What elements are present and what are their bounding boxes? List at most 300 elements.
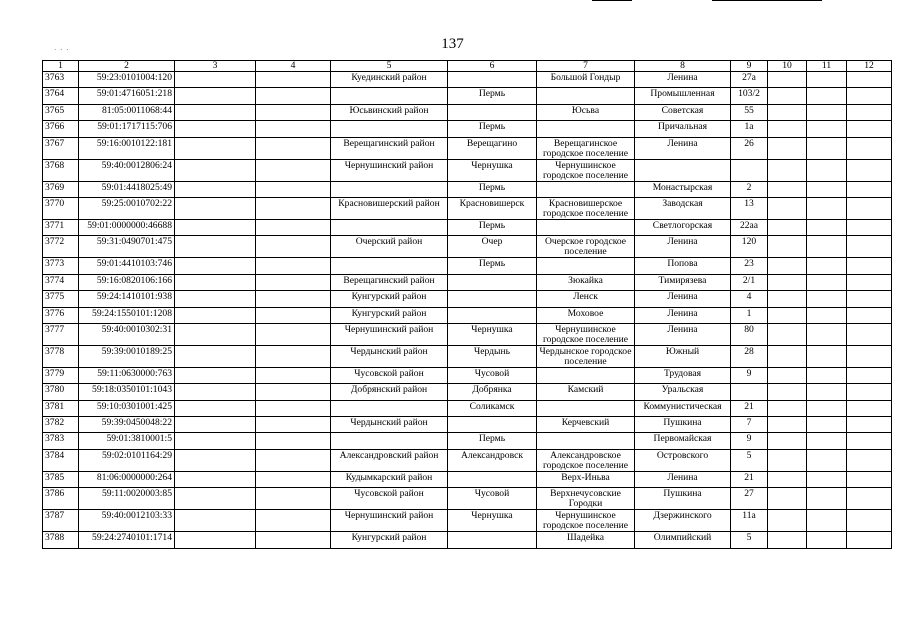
table-cell: [768, 345, 807, 367]
table-row: [43, 488, 892, 510]
table-cell: [807, 532, 847, 548]
table-cell: 3767: [43, 137, 79, 159]
table-cell: Пушкина: [635, 488, 731, 510]
table-cell: [537, 121, 635, 137]
table-cell: [807, 121, 847, 137]
table-cell: [847, 291, 892, 307]
table-cell: [807, 417, 847, 433]
table-cell: Чернушка: [448, 159, 537, 181]
table-cell: [256, 72, 331, 88]
table-cell: [175, 367, 256, 383]
table-cell: [731, 159, 768, 181]
table-cell: 27а: [731, 72, 768, 88]
table-cell: [768, 367, 807, 383]
table-cell: Чердынский район: [331, 417, 448, 433]
table-cell: [768, 417, 807, 433]
table-cell: [175, 449, 256, 471]
table-cell: [768, 258, 807, 274]
table-cell: Олимпийский: [635, 532, 731, 548]
table-cell: [256, 258, 331, 274]
table-cell: Чусовской район: [331, 488, 448, 510]
table-cell: [847, 510, 892, 532]
table-cell: 1: [731, 307, 768, 323]
table-cell: [768, 433, 807, 449]
table-cell: Коммунистическая: [635, 400, 731, 416]
table-row: [43, 400, 892, 416]
table-cell: [847, 384, 892, 400]
table-cell: 59:39:0450048:22: [79, 417, 175, 433]
table-cell: [807, 323, 847, 345]
table-cell: 3780: [43, 384, 79, 400]
table-cell: 3782: [43, 417, 79, 433]
table-cell: [448, 274, 537, 290]
table-row: [43, 236, 892, 258]
table-cell: [768, 72, 807, 88]
table-cell: [807, 291, 847, 307]
table-cell: [175, 104, 256, 120]
table-cell: [448, 307, 537, 323]
table-cell: [256, 219, 331, 235]
table-cell: 22аа: [731, 219, 768, 235]
table-cell: [847, 72, 892, 88]
page-number: 137: [441, 36, 464, 52]
table-cell: [768, 400, 807, 416]
column-header: 8: [635, 61, 731, 72]
table-cell: [175, 181, 256, 197]
table-cell: 3785: [43, 471, 79, 487]
table-cell: [175, 159, 256, 181]
table-cell: [807, 384, 847, 400]
table-cell: [175, 471, 256, 487]
table-cell: 3771: [43, 219, 79, 235]
table-cell: 3787: [43, 510, 79, 532]
table-row: [43, 104, 892, 120]
table-cell: [847, 488, 892, 510]
table-cell: 81:05:0011068:44: [79, 104, 175, 120]
table-cell: Соликамск: [448, 400, 537, 416]
table-cell: [537, 181, 635, 197]
table-cell: 2: [731, 181, 768, 197]
table-cell: Дзержинского: [635, 510, 731, 532]
table-cell: Заводская: [635, 197, 731, 219]
table-row: [43, 307, 892, 323]
table-cell: [768, 274, 807, 290]
table-cell: Верещагинский район: [331, 137, 448, 159]
table-cell: [847, 181, 892, 197]
table-cell: 3769: [43, 181, 79, 197]
table-cell: 59:31:0490701:475: [79, 236, 175, 258]
table-cell: 3779: [43, 367, 79, 383]
table-cell: Зюкайка: [537, 274, 635, 290]
table-cell: Ленина: [635, 471, 731, 487]
register-table: [42, 60, 892, 549]
table-cell: 59:01:1717115:706: [79, 121, 175, 137]
table-cell: Чернушинский район: [331, 510, 448, 532]
table-cell: 59:24:1550101:1208: [79, 307, 175, 323]
table-cell: Ленина: [635, 307, 731, 323]
table-cell: [175, 417, 256, 433]
table-cell: [768, 291, 807, 307]
table-cell: Юсьва: [537, 104, 635, 120]
table-cell: Добрянский район: [331, 384, 448, 400]
table-cell: [847, 471, 892, 487]
table-row: [43, 258, 892, 274]
table-row: [43, 323, 892, 345]
table-cell: 3764: [43, 88, 79, 104]
table-cell: [768, 384, 807, 400]
table-cell: Красновишерский район: [331, 197, 448, 219]
table-cell: [807, 510, 847, 532]
column-header: 3: [175, 61, 256, 72]
table-cell: [331, 433, 448, 449]
table-cell: [175, 274, 256, 290]
table-cell: Чернушинское городское поселение: [537, 323, 635, 345]
table-cell: Верещагино: [448, 137, 537, 159]
table-cell: [847, 367, 892, 383]
table-cell: Камский: [537, 384, 635, 400]
table-cell: 5: [731, 532, 768, 548]
table-cell: [537, 433, 635, 449]
table-row: [43, 88, 892, 104]
table-cell: [256, 488, 331, 510]
table-cell: Красновишерск: [448, 197, 537, 219]
table-cell: Первомайская: [635, 433, 731, 449]
table-cell: [635, 159, 731, 181]
table-cell: [768, 104, 807, 120]
table-cell: [448, 72, 537, 88]
table-cell: [537, 258, 635, 274]
table-row: [43, 291, 892, 307]
table-cell: [175, 323, 256, 345]
table-cell: [256, 345, 331, 367]
table-cell: [537, 219, 635, 235]
table-row: [43, 471, 892, 487]
table-cell: Чусовой: [448, 488, 537, 510]
table-cell: 59:11:0020003:85: [79, 488, 175, 510]
table-row: [43, 121, 892, 137]
table-row: [43, 274, 892, 290]
table-cell: [807, 258, 847, 274]
table-cell: Ленск: [537, 291, 635, 307]
table-cell: [175, 384, 256, 400]
table-cell: 59:11:0630000:763: [79, 367, 175, 383]
table-cell: Советская: [635, 104, 731, 120]
table-cell: Светлогорская: [635, 219, 731, 235]
table-cell: [256, 181, 331, 197]
table-cell: Кудымкарский район: [331, 471, 448, 487]
table-cell: [256, 137, 331, 159]
table-cell: [175, 433, 256, 449]
table-cell: Чернушинское городское поселение: [537, 159, 635, 181]
table-cell: 3770: [43, 197, 79, 219]
table-cell: [807, 181, 847, 197]
table-row: [43, 159, 892, 181]
table-cell: Верх-Иньва: [537, 471, 635, 487]
table-row: [43, 449, 892, 471]
table-cell: [807, 400, 847, 416]
table-cell: [175, 121, 256, 137]
table-cell: [847, 104, 892, 120]
column-header: 7: [537, 61, 635, 72]
table-cell: 3778: [43, 345, 79, 367]
table-cell: Красновишерское городское поселение: [537, 197, 635, 219]
table-cell: [847, 88, 892, 104]
table-cell: [807, 88, 847, 104]
top-edge-line-left: [592, 0, 632, 1]
table-cell: [847, 400, 892, 416]
table-cell: Добрянка: [448, 384, 537, 400]
table-cell: Южный: [635, 345, 731, 367]
table-cell: [768, 181, 807, 197]
table-cell: 59:01:4716051:218: [79, 88, 175, 104]
table-cell: [768, 159, 807, 181]
table-cell: Причальная: [635, 121, 731, 137]
table-cell: [256, 323, 331, 345]
table-cell: [768, 219, 807, 235]
column-header: 11: [807, 61, 847, 72]
table-cell: [807, 488, 847, 510]
table-cell: Ленина: [635, 291, 731, 307]
table-cell: [256, 236, 331, 258]
table-row: [43, 433, 892, 449]
table-cell: [807, 345, 847, 367]
table-cell: Ленина: [635, 72, 731, 88]
table-cell: [807, 236, 847, 258]
table-cell: Моховое: [537, 307, 635, 323]
table-cell: [331, 181, 448, 197]
table-cell: [537, 367, 635, 383]
table-cell: 3766: [43, 121, 79, 137]
table-cell: [847, 307, 892, 323]
table-cell: [256, 104, 331, 120]
table-cell: 21: [731, 400, 768, 416]
table-cell: [847, 417, 892, 433]
table-cell: 3772: [43, 236, 79, 258]
table-cell: 3768: [43, 159, 79, 181]
table-cell: [448, 291, 537, 307]
table-cell: 28: [731, 345, 768, 367]
table-cell: [768, 137, 807, 159]
table-cell: Александровское городское поселение: [537, 449, 635, 471]
table-cell: 103/2: [731, 88, 768, 104]
table-cell: [256, 291, 331, 307]
table-cell: [847, 121, 892, 137]
column-header: 4: [256, 61, 331, 72]
table-cell: [847, 137, 892, 159]
table-cell: [256, 400, 331, 416]
table-cell: [807, 159, 847, 181]
table-cell: [807, 274, 847, 290]
table-cell: 3763: [43, 72, 79, 88]
table-cell: Кунгурский район: [331, 307, 448, 323]
table-cell: 3775: [43, 291, 79, 307]
header-row: [43, 61, 892, 72]
table-cell: 59:01:4410103:746: [79, 258, 175, 274]
table-cell: Тимирязева: [635, 274, 731, 290]
table-cell: [448, 417, 537, 433]
table-cell: [768, 88, 807, 104]
table-cell: 120: [731, 236, 768, 258]
table-cell: Верхнечусовские Городки: [537, 488, 635, 510]
table-cell: [448, 532, 537, 548]
table-cell: [537, 400, 635, 416]
table-row: [43, 181, 892, 197]
table-cell: [175, 291, 256, 307]
table-cell: Ленина: [635, 236, 731, 258]
table-cell: Куединский район: [331, 72, 448, 88]
table-cell: Ленина: [635, 137, 731, 159]
table-cell: [256, 510, 331, 532]
table-cell: Островского: [635, 449, 731, 471]
table-cell: [768, 307, 807, 323]
table-cell: 3783: [43, 433, 79, 449]
table-cell: [807, 307, 847, 323]
table-cell: [256, 121, 331, 137]
table-cell: [175, 137, 256, 159]
table-cell: [331, 88, 448, 104]
table-cell: 59:16:0010122:181: [79, 137, 175, 159]
table-cell: 59:01:4418025:49: [79, 181, 175, 197]
table-cell: [175, 400, 256, 416]
table-cell: 59:24:2740101:1714: [79, 532, 175, 548]
table-cell: [807, 433, 847, 449]
table-cell: [768, 323, 807, 345]
table-cell: [175, 88, 256, 104]
table-cell: Пермь: [448, 433, 537, 449]
table-cell: [331, 258, 448, 274]
table-cell: 9: [731, 367, 768, 383]
table-cell: Пермь: [448, 181, 537, 197]
table-cell: [256, 449, 331, 471]
table-cell: [847, 532, 892, 548]
table-cell: [768, 121, 807, 137]
table-cell: [175, 488, 256, 510]
table-cell: [847, 236, 892, 258]
table-cell: 59:23:0101004:120: [79, 72, 175, 88]
table-cell: [847, 219, 892, 235]
table-cell: Чусовой: [448, 367, 537, 383]
table-cell: 3784: [43, 449, 79, 471]
table-cell: Чернушинское городское поселение: [537, 510, 635, 532]
table-cell: [256, 307, 331, 323]
table-cell: [256, 197, 331, 219]
table-cell: Пермь: [448, 219, 537, 235]
table-row: [43, 510, 892, 532]
table-cell: [807, 197, 847, 219]
table-cell: 59:40:0012103:33: [79, 510, 175, 532]
table-cell: 13: [731, 197, 768, 219]
table-cell: Чердынское городское поселение: [537, 345, 635, 367]
table-cell: [175, 345, 256, 367]
table-cell: 59:10:0301001:425: [79, 400, 175, 416]
table-row: [43, 417, 892, 433]
table-cell: [847, 159, 892, 181]
table-cell: [847, 449, 892, 471]
table-cell: [768, 236, 807, 258]
table-row: [43, 197, 892, 219]
table-cell: Очерское городское поселение: [537, 236, 635, 258]
table-cell: 3788: [43, 532, 79, 548]
table-row: [43, 72, 892, 88]
table-cell: [847, 433, 892, 449]
table-cell: [256, 367, 331, 383]
column-header: 9: [731, 61, 768, 72]
table-cell: 3777: [43, 323, 79, 345]
table-cell: [807, 104, 847, 120]
table-cell: 59:01:0000000:46688: [79, 219, 175, 235]
table-cell: Чернушка: [448, 510, 537, 532]
table-cell: 3765: [43, 104, 79, 120]
table-cell: 80: [731, 323, 768, 345]
table-cell: 1а: [731, 121, 768, 137]
table-cell: 11а: [731, 510, 768, 532]
table-cell: Чердынь: [448, 345, 537, 367]
table-cell: Пермь: [448, 88, 537, 104]
table-cell: 4: [731, 291, 768, 307]
table-cell: [256, 384, 331, 400]
table-cell: Большой Гондыр: [537, 72, 635, 88]
table-cell: [175, 258, 256, 274]
table-cell: 5: [731, 449, 768, 471]
table-cell: [807, 367, 847, 383]
table-cell: 59:40:0010302:31: [79, 323, 175, 345]
table-cell: [537, 88, 635, 104]
table-cell: 55: [731, 104, 768, 120]
table-cell: Пушкина: [635, 417, 731, 433]
table-cell: [807, 471, 847, 487]
table-cell: [768, 532, 807, 548]
table-cell: Пермь: [448, 121, 537, 137]
table-cell: 59:40:0012806:24: [79, 159, 175, 181]
table-cell: Кунгурский район: [331, 532, 448, 548]
table-cell: [768, 197, 807, 219]
corner-mark: · · ·: [54, 46, 70, 54]
table-cell: Очерский район: [331, 236, 448, 258]
table-cell: [256, 532, 331, 548]
table-cell: 59:02:0101164:29: [79, 449, 175, 471]
table-cell: Трудовая: [635, 367, 731, 383]
table-cell: [731, 384, 768, 400]
table-cell: [807, 72, 847, 88]
table-cell: 3781: [43, 400, 79, 416]
table-cell: Чусовской район: [331, 367, 448, 383]
table-row: [43, 219, 892, 235]
table-cell: Монастырская: [635, 181, 731, 197]
table-cell: [768, 510, 807, 532]
table-cell: Попова: [635, 258, 731, 274]
table-cell: Промышленная: [635, 88, 731, 104]
table-cell: [807, 219, 847, 235]
table-body: [43, 72, 892, 549]
table-cell: [175, 219, 256, 235]
table-cell: 59:16:0820106:166: [79, 274, 175, 290]
table-cell: [448, 471, 537, 487]
table-cell: [847, 274, 892, 290]
table-cell: 3776: [43, 307, 79, 323]
column-header: 5: [331, 61, 448, 72]
table-cell: [847, 197, 892, 219]
table-cell: 9: [731, 433, 768, 449]
table-cell: [175, 532, 256, 548]
table-cell: [175, 510, 256, 532]
table-cell: [256, 274, 331, 290]
table-cell: 59:25:0010702:22: [79, 197, 175, 219]
column-header: 2: [79, 61, 175, 72]
table-cell: Кунгурский район: [331, 291, 448, 307]
table-cell: [768, 471, 807, 487]
table-cell: Чернушка: [448, 323, 537, 345]
table-cell: 59:18:0350101:1043: [79, 384, 175, 400]
